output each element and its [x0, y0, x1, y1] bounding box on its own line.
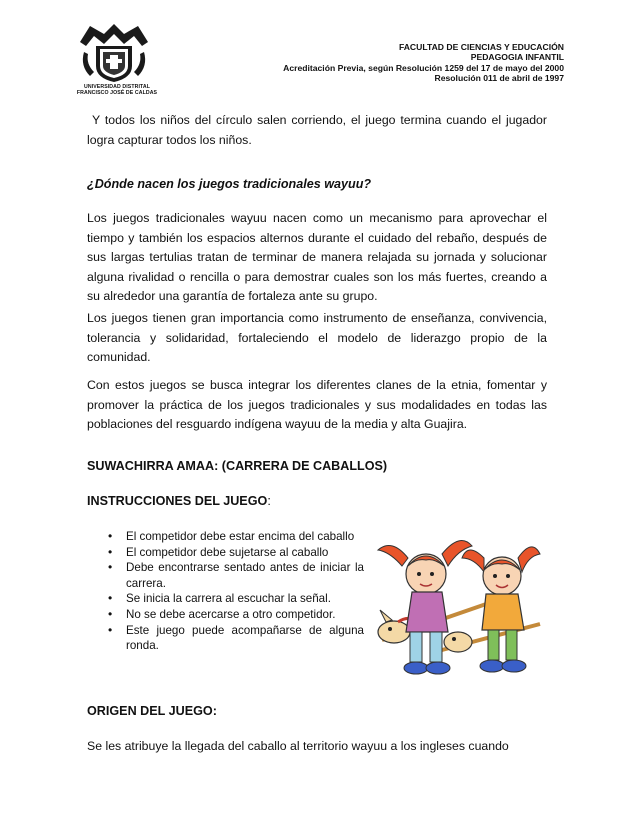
- list-item: • El competidor debe estar encima del caballo: [106, 529, 364, 545]
- list-item: • El competidor debe sujetarse al caballo: [106, 545, 364, 561]
- program-name: PEDAGOGIA INFANTIL: [470, 52, 564, 63]
- instructions-heading-text: INSTRUCCIONES DEL JUEGO: [87, 494, 268, 508]
- children-hobby-horse-illustration: [372, 528, 544, 698]
- list-item: • Debe encontrarse sentado antes de iniciar la carrera.: [106, 560, 364, 591]
- origin-question-heading: ¿Dónde nacen los juegos tradicionales wayuu?: [87, 177, 372, 191]
- document-header: [283, 42, 564, 84]
- origin-paragraph: Se les atribuye la llegada del caballo al territorio wayuu a los ingleses cuando: [87, 739, 509, 753]
- list-item: • Este juego puede acompañarse de alguna ronda.: [106, 623, 364, 654]
- instructions-heading: [87, 494, 271, 508]
- instructions-heading-colon: :: [267, 494, 271, 508]
- paragraph-importance: Los juegos tienen gran importancia como instrumento de enseñanza, convivencia, tolerancia y solidaridad, fortaleciendo el modelo de liderazgo propio de la comunidad.: [87, 311, 547, 365]
- origin-game-heading: ORIGEN DEL JUEGO:: [87, 704, 217, 718]
- intro-paragraph: Y todos los niños del círculo salen corriendo, el juego termina cuando el jugador logra capturar todos los niños.: [87, 113, 547, 147]
- paragraph-origin: Los juegos tradicionales wayuu nacen como un mecanismo para aprovechar el tiempo y también los espacios alternos durante el cuidado del rebaño, después de sus largas tertulias tratan de terminar de manera relajada su jornada y solucionar alguna rivalidad o rencilla o para demostrar cuales son los más fuertes, creando a su alrededor una garantía de fortaleza ante su grupo.: [87, 211, 547, 304]
- list-item: • Se inicia la carrera al escuchar la señal.: [106, 591, 364, 607]
- accreditation-text: Acreditación Previa, según Resolución 1259 del 17 de mayo del 2000: [283, 62, 564, 73]
- list-item: • No se debe acercarse a otro competidor.: [106, 607, 364, 623]
- game-title: SUWACHIRRA AMAA: (CARRERA DE CABALLOS): [87, 459, 388, 473]
- faculty-name: FACULTAD DE CIENCIAS Y EDUCACIÓN: [398, 42, 564, 52]
- resolution-text: Resolución 011 de abril de 1997: [434, 73, 564, 84]
- instructions-list: [106, 529, 364, 654]
- logo-caption: UNIVERSIDAD DISTRITAL FRANCISCO JOSÉ DE CALDAS: [76, 84, 158, 96]
- paragraph-integration: Con estos juegos se busca integrar los diferentes clanes de la etnia, fomentar y promover la práctica de los juegos tradicionales y sus modalidades en todas las poblaciones del resguardo indígena wayuu de la media y alta Guajira.: [87, 378, 547, 432]
